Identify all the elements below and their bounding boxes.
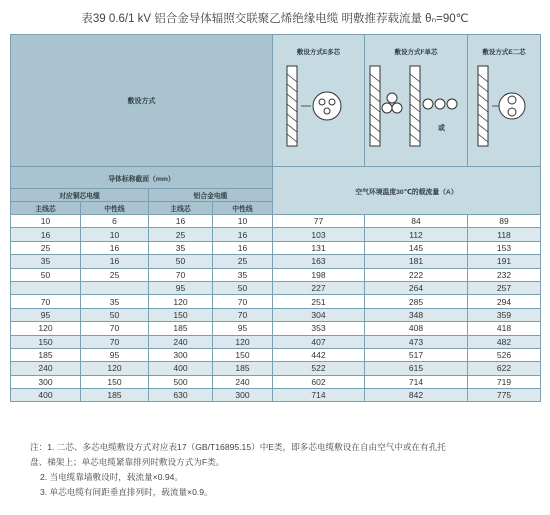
- method-header: 敷设方式: [11, 35, 273, 167]
- current-f-single-cell: 615: [365, 362, 468, 375]
- method-e-two-label: 敷设方式E二芯: [482, 49, 526, 56]
- alloy-main-core-cell: 25: [149, 228, 213, 241]
- current-f-single-cell: 714: [365, 375, 468, 388]
- current-f-single-cell: 145: [365, 241, 468, 254]
- current-e-multi-cell: 714: [273, 389, 365, 402]
- current-e-two-cell: 359: [468, 308, 541, 321]
- copper-main-core-cell: 50: [11, 268, 81, 281]
- alloy-neutral-cell: 50: [213, 281, 273, 294]
- current-f-single-cell: 348: [365, 308, 468, 321]
- note-2: 2. 当电缆靠墙敷设时，载流量×0.94。: [40, 472, 184, 482]
- copper-main-core-header: 主线芯: [11, 202, 81, 215]
- current-e-two-cell: 232: [468, 268, 541, 281]
- alloy-main-core-cell: 16: [149, 215, 213, 228]
- alloy-neutral-cell: 240: [213, 375, 273, 388]
- table-row: [11, 228, 541, 241]
- cross-section-header: 导体标称截面（mm）: [11, 167, 273, 189]
- note-1-cont: 盘、梯架上；单芯电缆紧靠排列时敷设方式为F类。: [30, 457, 225, 467]
- current-e-two-cell: 719: [468, 375, 541, 388]
- copper-main-core-cell: 300: [11, 375, 81, 388]
- copper-neutral-cell: 150: [81, 375, 149, 388]
- table-row: [11, 241, 541, 254]
- copper-main-core-cell: 70: [11, 295, 81, 308]
- table-body: [11, 215, 541, 402]
- method-f-single-label: 敷设方式F单芯: [394, 49, 438, 56]
- current-e-multi-cell: 77: [273, 215, 365, 228]
- table-row: [11, 335, 541, 348]
- current-e-two-cell: 526: [468, 348, 541, 361]
- copper-neutral-cell: 6: [81, 215, 149, 228]
- f-single-diagram: [366, 58, 466, 158]
- e-multi-diagram: [279, 58, 359, 158]
- copper-neutral-cell: [81, 281, 149, 294]
- current-f-single-cell: 222: [365, 268, 468, 281]
- alloy-neutral-cell: 16: [213, 241, 273, 254]
- alloy-main-core-cell: 70: [149, 268, 213, 281]
- current-e-multi-cell: 131: [273, 241, 365, 254]
- copper-main-core-cell: 95: [11, 308, 81, 321]
- copper-neutral-cell: 50: [81, 308, 149, 321]
- copper-main-core-cell: 400: [11, 389, 81, 402]
- current-e-two-cell: 118: [468, 228, 541, 241]
- table-row: [11, 375, 541, 388]
- current-e-multi-cell: 602: [273, 375, 365, 388]
- alloy-neutral-header: 中性线: [213, 202, 273, 215]
- alloy-main-core-header: 主线芯: [149, 202, 213, 215]
- copper-neutral-cell: 70: [81, 322, 149, 335]
- method-e-multi-cell: [273, 35, 365, 167]
- table-row: [11, 389, 541, 402]
- table-row: [11, 295, 541, 308]
- alloy-neutral-cell: 120: [213, 335, 273, 348]
- copper-main-core-cell: 150: [11, 335, 81, 348]
- current-e-multi-cell: 227: [273, 281, 365, 294]
- table-row: [11, 281, 541, 294]
- current-e-two-cell: 622: [468, 362, 541, 375]
- copper-neutral-cell: 35: [81, 295, 149, 308]
- copper-main-core-cell: 240: [11, 362, 81, 375]
- copper-neutral-cell: 10: [81, 228, 149, 241]
- copper-main-core-cell: 35: [11, 255, 81, 268]
- method-e-two-cell: [468, 35, 541, 167]
- current-f-single-cell: 285: [365, 295, 468, 308]
- table-row: [11, 308, 541, 321]
- table-row: [11, 255, 541, 268]
- current-e-multi-cell: 407: [273, 335, 365, 348]
- alloy-main-core-cell: 240: [149, 335, 213, 348]
- table-title: 表39 0.6/1 kV 铝合金导体辐照交联聚乙烯绝缘电缆 明敷推荐载流量 θₙ=90℃: [81, 13, 469, 25]
- method-e-multi-label: 敷设方式E多芯: [296, 49, 341, 56]
- alloy-neutral-cell: 95: [213, 322, 273, 335]
- alloy-neutral-cell: 10: [213, 215, 273, 228]
- or-text: 或: [438, 124, 445, 132]
- current-e-multi-cell: 522: [273, 362, 365, 375]
- current-e-multi-cell: 353: [273, 322, 365, 335]
- copper-neutral-cell: 16: [81, 241, 149, 254]
- current-f-single-cell: 84: [365, 215, 468, 228]
- alloy-main-core-cell: 630: [149, 389, 213, 402]
- alloy-neutral-cell: 70: [213, 308, 273, 321]
- current-f-single-cell: 408: [365, 322, 468, 335]
- ampacity-table: [10, 34, 541, 402]
- alloy-main-core-cell: 150: [149, 308, 213, 321]
- alloy-neutral-cell: 25: [213, 255, 273, 268]
- copper-main-core-cell: 120: [11, 322, 81, 335]
- current-e-two-cell: 482: [468, 335, 541, 348]
- alloy-main-core-cell: 500: [149, 375, 213, 388]
- alloy-main-core-cell: 120: [149, 295, 213, 308]
- copper-main-core-cell: 185: [11, 348, 81, 361]
- copper-main-core-cell: 25: [11, 241, 81, 254]
- copper-main-core-cell: 16: [11, 228, 81, 241]
- alloy-neutral-cell: 16: [213, 228, 273, 241]
- current-f-single-cell: 112: [365, 228, 468, 241]
- current-e-multi-cell: 442: [273, 348, 365, 361]
- copper-main-core-cell: 10: [11, 215, 81, 228]
- table-row: [11, 268, 541, 281]
- table-row: [11, 362, 541, 375]
- alloy-main-core-cell: 400: [149, 362, 213, 375]
- alloy-main-core-cell: 185: [149, 322, 213, 335]
- method-f-single-cell: [365, 35, 468, 167]
- current-e-two-cell: 89: [468, 215, 541, 228]
- current-f-single-cell: 264: [365, 281, 468, 294]
- current-e-two-cell: 418: [468, 322, 541, 335]
- current-f-single-cell: 181: [365, 255, 468, 268]
- copper-neutral-cell: 16: [81, 255, 149, 268]
- table-row: [11, 348, 541, 361]
- alloy-neutral-cell: 185: [213, 362, 273, 375]
- current-e-multi-cell: 103: [273, 228, 365, 241]
- copper-neutral-cell: 120: [81, 362, 149, 375]
- current-e-two-cell: 257: [468, 281, 541, 294]
- alloy-neutral-cell: 150: [213, 348, 273, 361]
- current-f-single-cell: 842: [365, 389, 468, 402]
- table-row: [11, 322, 541, 335]
- current-f-single-cell: 517: [365, 348, 468, 361]
- alloy-cable-header: 铝合金电缆: [149, 189, 273, 202]
- current-e-multi-cell: 304: [273, 308, 365, 321]
- current-e-two-cell: 191: [468, 255, 541, 268]
- copper-neutral-cell: 95: [81, 348, 149, 361]
- copper-neutral-header: 中性线: [81, 202, 149, 215]
- current-e-multi-cell: 251: [273, 295, 365, 308]
- copper-neutral-cell: 70: [81, 335, 149, 348]
- current-e-multi-cell: 198: [273, 268, 365, 281]
- current-header: 空气环境温度30℃的载流量（A）: [273, 167, 541, 215]
- current-e-multi-cell: 163: [273, 255, 365, 268]
- current-f-single-cell: 473: [365, 335, 468, 348]
- current-e-two-cell: 294: [468, 295, 541, 308]
- e-two-diagram: [472, 58, 536, 158]
- alloy-neutral-cell: 35: [213, 268, 273, 281]
- copper-main-core-cell: [11, 281, 81, 294]
- alloy-main-core-cell: 35: [149, 241, 213, 254]
- notes: [30, 440, 540, 500]
- alloy-neutral-cell: 70: [213, 295, 273, 308]
- table-row: [11, 215, 541, 228]
- note-1: 注：1. 二芯、多芯电缆敷设方式对应表17（GB/T16895.15）中E类，即多芯电缆敷设在自由空气中或在有孔托: [30, 442, 446, 452]
- alloy-main-core-cell: 50: [149, 255, 213, 268]
- note-3: 3. 单芯电缆有间距垂直排列时，载流量×0.9。: [40, 487, 213, 497]
- copper-neutral-cell: 185: [81, 389, 149, 402]
- alloy-main-core-cell: 300: [149, 348, 213, 361]
- alloy-main-core-cell: 95: [149, 281, 213, 294]
- alloy-neutral-cell: 300: [213, 389, 273, 402]
- current-e-two-cell: 153: [468, 241, 541, 254]
- copper-neutral-cell: 25: [81, 268, 149, 281]
- copper-cable-header: 对应铜芯电缆: [11, 189, 149, 202]
- current-e-two-cell: 775: [468, 389, 541, 402]
